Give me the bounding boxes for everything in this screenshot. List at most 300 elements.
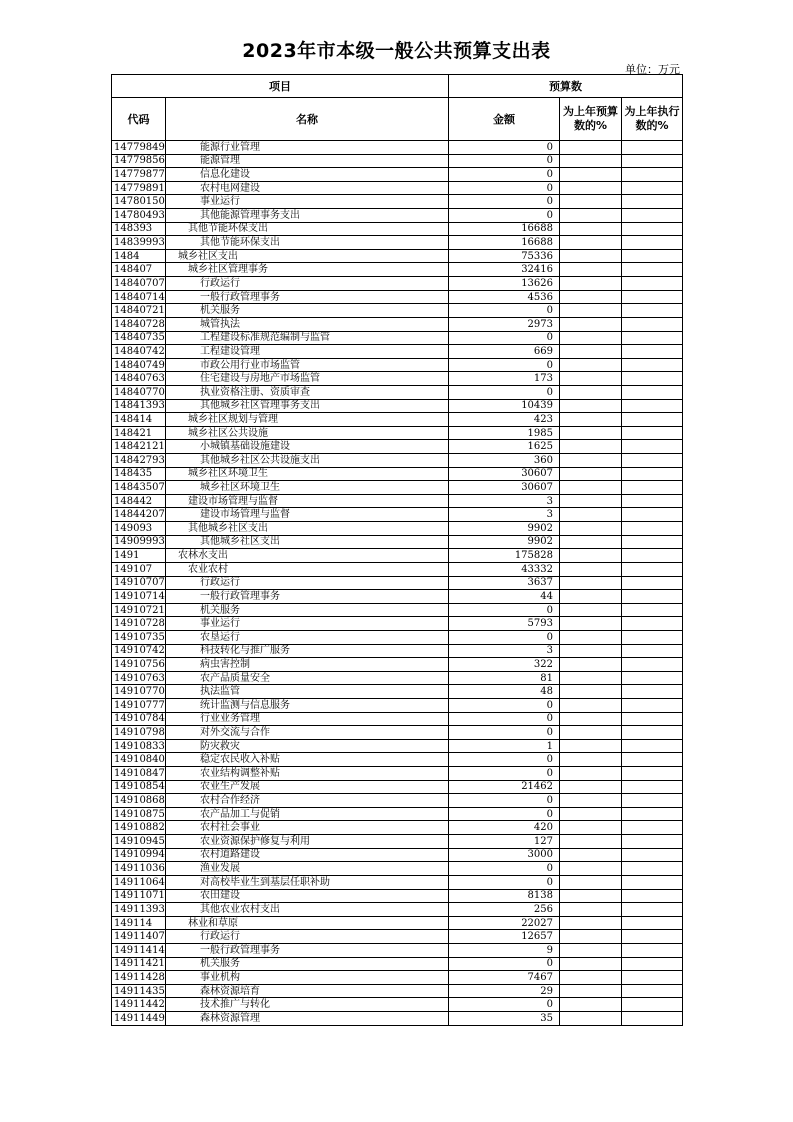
row-name: 其他城乡社区管理事务支出 bbox=[166, 399, 449, 413]
row-vs-last-budget bbox=[560, 494, 622, 508]
table-row bbox=[112, 957, 683, 971]
row-amount: 0 bbox=[449, 168, 560, 182]
table-row bbox=[112, 249, 683, 263]
table-row bbox=[112, 617, 683, 631]
row-vs-last-actual bbox=[622, 603, 683, 617]
table-row bbox=[112, 780, 683, 794]
row-amount: 0 bbox=[449, 998, 560, 1012]
row-amount: 0 bbox=[449, 209, 560, 223]
header-vs-last-budget: 为上年预算数的% bbox=[560, 98, 622, 141]
row-code: 14910798 bbox=[112, 726, 166, 740]
row-vs-last-actual bbox=[622, 753, 683, 767]
row-vs-last-actual bbox=[622, 889, 683, 903]
row-code: 14841393 bbox=[112, 399, 166, 413]
row-name: 其他城乡社区公共设施支出 bbox=[166, 454, 449, 468]
row-vs-last-actual bbox=[622, 617, 683, 631]
table-row bbox=[112, 154, 683, 168]
row-vs-last-actual bbox=[622, 222, 683, 236]
row-name: 执法监管 bbox=[166, 685, 449, 699]
row-vs-last-actual bbox=[622, 562, 683, 576]
row-name: 事业运行 bbox=[166, 195, 449, 209]
row-amount: 173 bbox=[449, 372, 560, 386]
row-vs-last-budget bbox=[560, 916, 622, 930]
row-vs-last-actual bbox=[622, 780, 683, 794]
row-amount: 21462 bbox=[449, 780, 560, 794]
row-vs-last-actual bbox=[622, 277, 683, 291]
row-name: 农村社会事业 bbox=[166, 821, 449, 835]
row-vs-last-actual bbox=[622, 957, 683, 971]
row-vs-last-actual bbox=[622, 263, 683, 277]
row-code: 14910707 bbox=[112, 576, 166, 590]
row-vs-last-actual bbox=[622, 467, 683, 481]
table-row bbox=[112, 508, 683, 522]
row-vs-last-budget bbox=[560, 562, 622, 576]
row-vs-last-actual bbox=[622, 848, 683, 862]
row-name: 农垦运行 bbox=[166, 630, 449, 644]
row-code: 14840728 bbox=[112, 317, 166, 331]
row-vs-last-budget bbox=[560, 141, 622, 155]
row-vs-last-actual bbox=[622, 903, 683, 917]
row-vs-last-budget bbox=[560, 358, 622, 372]
row-vs-last-actual bbox=[622, 712, 683, 726]
row-code: 14840742 bbox=[112, 345, 166, 359]
row-amount: 32416 bbox=[449, 263, 560, 277]
row-amount: 35 bbox=[449, 1012, 560, 1026]
row-amount: 0 bbox=[449, 753, 560, 767]
row-vs-last-actual bbox=[622, 535, 683, 549]
row-code: 14911414 bbox=[112, 943, 166, 957]
row-name: 农产品质量安全 bbox=[166, 671, 449, 685]
row-vs-last-budget bbox=[560, 821, 622, 835]
table-row bbox=[112, 481, 683, 495]
row-amount: 1 bbox=[449, 739, 560, 753]
table-row bbox=[112, 943, 683, 957]
row-name: 市政公用行业市场监管 bbox=[166, 358, 449, 372]
table-row bbox=[112, 413, 683, 427]
table-row bbox=[112, 603, 683, 617]
row-code: 14910847 bbox=[112, 767, 166, 781]
row-code: 14911393 bbox=[112, 903, 166, 917]
row-vs-last-actual bbox=[622, 685, 683, 699]
row-vs-last-budget bbox=[560, 522, 622, 536]
row-name: 机关服务 bbox=[166, 603, 449, 617]
row-amount: 8138 bbox=[449, 889, 560, 903]
row-code: 14840735 bbox=[112, 331, 166, 345]
row-vs-last-budget bbox=[560, 331, 622, 345]
row-amount: 0 bbox=[449, 698, 560, 712]
page-title: 2023年市本级一般公共预算支出表 bbox=[242, 40, 551, 62]
row-vs-last-actual bbox=[622, 345, 683, 359]
row-code: 14910770 bbox=[112, 685, 166, 699]
row-name: 技术推广与转化 bbox=[166, 998, 449, 1012]
table-row bbox=[112, 263, 683, 277]
row-vs-last-actual bbox=[622, 249, 683, 263]
row-name: 事业机构 bbox=[166, 971, 449, 985]
row-vs-last-budget bbox=[560, 508, 622, 522]
row-amount: 48 bbox=[449, 685, 560, 699]
row-amount: 0 bbox=[449, 603, 560, 617]
row-vs-last-actual bbox=[622, 807, 683, 821]
row-vs-last-budget bbox=[560, 385, 622, 399]
row-vs-last-actual bbox=[622, 767, 683, 781]
table-row bbox=[112, 862, 683, 876]
row-name: 建设市场管理与监督 bbox=[166, 494, 449, 508]
row-vs-last-actual bbox=[622, 998, 683, 1012]
row-vs-last-actual bbox=[622, 739, 683, 753]
row-vs-last-actual bbox=[622, 549, 683, 563]
table-row bbox=[112, 426, 683, 440]
row-name: 行政运行 bbox=[166, 277, 449, 291]
row-amount: 0 bbox=[449, 385, 560, 399]
row-name: 农业生产发展 bbox=[166, 780, 449, 794]
table-row bbox=[112, 807, 683, 821]
row-name: 森林资源培育 bbox=[166, 984, 449, 998]
row-name: 农村电网建设 bbox=[166, 181, 449, 195]
row-amount: 43332 bbox=[449, 562, 560, 576]
header-code: 代码 bbox=[112, 98, 166, 141]
row-amount: 10439 bbox=[449, 399, 560, 413]
table-row bbox=[112, 168, 683, 182]
row-vs-last-budget bbox=[560, 875, 622, 889]
table-row bbox=[112, 304, 683, 318]
row-name: 城乡社区规划与管理 bbox=[166, 413, 449, 427]
row-code: 14910833 bbox=[112, 739, 166, 753]
row-name: 林业和草原 bbox=[166, 916, 449, 930]
table-row bbox=[112, 998, 683, 1012]
row-name: 其他农业农村支出 bbox=[166, 903, 449, 917]
table-row bbox=[112, 576, 683, 590]
table-row bbox=[112, 848, 683, 862]
row-vs-last-budget bbox=[560, 290, 622, 304]
table-row bbox=[112, 358, 683, 372]
row-vs-last-budget bbox=[560, 698, 622, 712]
row-vs-last-budget bbox=[560, 277, 622, 291]
row-name: 农田建设 bbox=[166, 889, 449, 903]
row-amount: 0 bbox=[449, 154, 560, 168]
row-vs-last-actual bbox=[622, 290, 683, 304]
row-vs-last-actual bbox=[622, 317, 683, 331]
row-name: 农业结构调整补贴 bbox=[166, 767, 449, 781]
row-amount: 2973 bbox=[449, 317, 560, 331]
row-amount: 0 bbox=[449, 304, 560, 318]
row-name: 稳定农民收入补贴 bbox=[166, 753, 449, 767]
row-vs-last-budget bbox=[560, 181, 622, 195]
table-row bbox=[112, 317, 683, 331]
row-code: 14840770 bbox=[112, 385, 166, 399]
table-row bbox=[112, 290, 683, 304]
row-name: 农村合作经济 bbox=[166, 794, 449, 808]
row-amount: 13626 bbox=[449, 277, 560, 291]
row-vs-last-budget bbox=[560, 862, 622, 876]
table-row bbox=[112, 440, 683, 454]
row-amount: 9902 bbox=[449, 522, 560, 536]
row-vs-last-actual bbox=[622, 426, 683, 440]
row-name: 建设市场管理与监督 bbox=[166, 508, 449, 522]
row-name: 其他节能环保支出 bbox=[166, 236, 449, 250]
row-vs-last-budget bbox=[560, 1012, 622, 1026]
row-vs-last-budget bbox=[560, 168, 622, 182]
table-row bbox=[112, 277, 683, 291]
row-vs-last-budget bbox=[560, 753, 622, 767]
row-vs-last-budget bbox=[560, 236, 622, 250]
row-amount: 30607 bbox=[449, 467, 560, 481]
row-amount: 29 bbox=[449, 984, 560, 998]
row-code: 14840721 bbox=[112, 304, 166, 318]
table-row bbox=[112, 399, 683, 413]
row-name: 行业业务管理 bbox=[166, 712, 449, 726]
row-name: 统计监测与信息服务 bbox=[166, 698, 449, 712]
row-amount: 7467 bbox=[449, 971, 560, 985]
table-row bbox=[112, 141, 683, 155]
row-vs-last-budget bbox=[560, 794, 622, 808]
row-code: 14843507 bbox=[112, 481, 166, 495]
table-row bbox=[112, 209, 683, 223]
row-amount: 75336 bbox=[449, 249, 560, 263]
row-amount: 0 bbox=[449, 807, 560, 821]
table-row bbox=[112, 767, 683, 781]
row-code: 14779877 bbox=[112, 168, 166, 182]
row-vs-last-budget bbox=[560, 590, 622, 604]
row-name: 农林水支出 bbox=[166, 549, 449, 563]
row-name: 工程建设管理 bbox=[166, 345, 449, 359]
table-row bbox=[112, 739, 683, 753]
row-vs-last-actual bbox=[622, 331, 683, 345]
row-vs-last-actual bbox=[622, 971, 683, 985]
row-name: 机关服务 bbox=[166, 304, 449, 318]
row-vs-last-actual bbox=[622, 508, 683, 522]
row-vs-last-budget bbox=[560, 481, 622, 495]
row-code: 14840763 bbox=[112, 372, 166, 386]
row-vs-last-budget bbox=[560, 576, 622, 590]
row-vs-last-budget bbox=[560, 454, 622, 468]
row-code: 149107 bbox=[112, 562, 166, 576]
row-name: 农产品加工与促销 bbox=[166, 807, 449, 821]
row-name: 其他城乡社区支出 bbox=[166, 535, 449, 549]
row-code: 148393 bbox=[112, 222, 166, 236]
row-amount: 420 bbox=[449, 821, 560, 835]
row-amount: 3 bbox=[449, 494, 560, 508]
row-name: 防灾救灾 bbox=[166, 739, 449, 753]
table-row bbox=[112, 903, 683, 917]
row-name: 能源管理 bbox=[166, 154, 449, 168]
row-code: 14839993 bbox=[112, 236, 166, 250]
table-row bbox=[112, 685, 683, 699]
row-code: 1484 bbox=[112, 249, 166, 263]
row-amount: 0 bbox=[449, 767, 560, 781]
row-vs-last-budget bbox=[560, 617, 622, 631]
table-row bbox=[112, 658, 683, 672]
table-row bbox=[112, 454, 683, 468]
row-name: 机关服务 bbox=[166, 957, 449, 971]
row-name: 信息化建设 bbox=[166, 168, 449, 182]
row-code: 14842121 bbox=[112, 440, 166, 454]
row-vs-last-budget bbox=[560, 440, 622, 454]
header-amount: 金额 bbox=[449, 98, 560, 141]
row-amount: 0 bbox=[449, 875, 560, 889]
table-row bbox=[112, 726, 683, 740]
row-vs-last-actual bbox=[622, 494, 683, 508]
row-code: 14779891 bbox=[112, 181, 166, 195]
row-vs-last-actual bbox=[622, 794, 683, 808]
row-amount: 0 bbox=[449, 331, 560, 345]
row-amount: 0 bbox=[449, 358, 560, 372]
row-vs-last-actual bbox=[622, 984, 683, 998]
row-name: 病虫害控制 bbox=[166, 658, 449, 672]
row-name: 住宅建设与房地产市场监管 bbox=[166, 372, 449, 386]
row-amount: 0 bbox=[449, 794, 560, 808]
row-vs-last-budget bbox=[560, 399, 622, 413]
row-code: 14779849 bbox=[112, 141, 166, 155]
row-vs-last-budget bbox=[560, 807, 622, 821]
row-code: 14910875 bbox=[112, 807, 166, 821]
row-vs-last-actual bbox=[622, 522, 683, 536]
row-amount: 16688 bbox=[449, 236, 560, 250]
table-row bbox=[112, 644, 683, 658]
table-row bbox=[112, 753, 683, 767]
row-vs-last-actual bbox=[622, 236, 683, 250]
row-name: 科技转化与推广服务 bbox=[166, 644, 449, 658]
row-vs-last-budget bbox=[560, 222, 622, 236]
row-vs-last-budget bbox=[560, 249, 622, 263]
row-vs-last-actual bbox=[622, 481, 683, 495]
row-vs-last-budget bbox=[560, 630, 622, 644]
row-vs-last-budget bbox=[560, 372, 622, 386]
row-amount: 22027 bbox=[449, 916, 560, 930]
row-code: 14844207 bbox=[112, 508, 166, 522]
row-code: 14910756 bbox=[112, 658, 166, 672]
row-vs-last-actual bbox=[622, 630, 683, 644]
row-vs-last-budget bbox=[560, 154, 622, 168]
row-vs-last-actual bbox=[622, 372, 683, 386]
row-code: 14911036 bbox=[112, 862, 166, 876]
row-name: 执业资格注册、资质审查 bbox=[166, 385, 449, 399]
row-name: 城乡社区公共设施 bbox=[166, 426, 449, 440]
row-vs-last-budget bbox=[560, 889, 622, 903]
row-vs-last-actual bbox=[622, 943, 683, 957]
row-code: 14910777 bbox=[112, 698, 166, 712]
row-name: 农业资源保护修复与利用 bbox=[166, 835, 449, 849]
row-name: 能源行业管理 bbox=[166, 141, 449, 155]
row-code: 14840749 bbox=[112, 358, 166, 372]
row-code: 148442 bbox=[112, 494, 166, 508]
row-code: 14910882 bbox=[112, 821, 166, 835]
row-vs-last-budget bbox=[560, 998, 622, 1012]
row-code: 14911064 bbox=[112, 875, 166, 889]
row-name: 工程建设标准规范编制与监管 bbox=[166, 331, 449, 345]
row-amount: 0 bbox=[449, 630, 560, 644]
row-vs-last-actual bbox=[622, 454, 683, 468]
row-name: 其他城乡社区支出 bbox=[166, 522, 449, 536]
row-vs-last-budget bbox=[560, 848, 622, 862]
row-vs-last-actual bbox=[622, 862, 683, 876]
row-name: 事业运行 bbox=[166, 617, 449, 631]
row-code: 14910868 bbox=[112, 794, 166, 808]
table-row bbox=[112, 1012, 683, 1026]
unit-label: 单位：万元 bbox=[625, 63, 680, 76]
row-name: 其他能源管理事务支出 bbox=[166, 209, 449, 223]
row-name: 小城镇基础设施建设 bbox=[166, 440, 449, 454]
row-vs-last-actual bbox=[622, 141, 683, 155]
table-row bbox=[112, 331, 683, 345]
row-vs-last-actual bbox=[622, 916, 683, 930]
table-row bbox=[112, 971, 683, 985]
row-vs-last-actual bbox=[622, 195, 683, 209]
table-row bbox=[112, 916, 683, 930]
row-vs-last-budget bbox=[560, 209, 622, 223]
row-vs-last-actual bbox=[622, 698, 683, 712]
row-vs-last-budget bbox=[560, 644, 622, 658]
row-code: 14910728 bbox=[112, 617, 166, 631]
table-row bbox=[112, 930, 683, 944]
row-vs-last-budget bbox=[560, 780, 622, 794]
row-vs-last-budget bbox=[560, 426, 622, 440]
row-vs-last-budget bbox=[560, 671, 622, 685]
row-name: 农村道路建设 bbox=[166, 848, 449, 862]
row-code: 14910840 bbox=[112, 753, 166, 767]
row-vs-last-budget bbox=[560, 903, 622, 917]
row-vs-last-actual bbox=[622, 209, 683, 223]
header-row-sub bbox=[112, 98, 683, 141]
row-vs-last-actual bbox=[622, 1012, 683, 1026]
row-vs-last-budget bbox=[560, 767, 622, 781]
row-amount: 3 bbox=[449, 508, 560, 522]
table-row bbox=[112, 984, 683, 998]
row-amount: 175828 bbox=[449, 549, 560, 563]
row-amount: 0 bbox=[449, 712, 560, 726]
row-vs-last-actual bbox=[622, 835, 683, 849]
header-vs-last-actual: 为上年执行数的% bbox=[622, 98, 683, 141]
table-row bbox=[112, 889, 683, 903]
table-body bbox=[112, 141, 683, 1026]
row-vs-last-actual bbox=[622, 671, 683, 685]
row-vs-last-actual bbox=[622, 930, 683, 944]
table-row bbox=[112, 698, 683, 712]
row-vs-last-budget bbox=[560, 263, 622, 277]
row-amount: 16688 bbox=[449, 222, 560, 236]
row-code: 14840714 bbox=[112, 290, 166, 304]
row-name: 行政运行 bbox=[166, 930, 449, 944]
header-name: 名称 bbox=[166, 98, 449, 141]
row-code: 14910721 bbox=[112, 603, 166, 617]
row-code: 14911449 bbox=[112, 1012, 166, 1026]
table-row bbox=[112, 590, 683, 604]
row-amount: 0 bbox=[449, 141, 560, 155]
row-amount: 423 bbox=[449, 413, 560, 427]
row-name: 行政运行 bbox=[166, 576, 449, 590]
row-vs-last-budget bbox=[560, 726, 622, 740]
row-vs-last-actual bbox=[622, 821, 683, 835]
row-vs-last-budget bbox=[560, 603, 622, 617]
row-vs-last-budget bbox=[560, 943, 622, 957]
row-code: 14910735 bbox=[112, 630, 166, 644]
row-vs-last-actual bbox=[622, 154, 683, 168]
row-amount: 9902 bbox=[449, 535, 560, 549]
row-amount: 9 bbox=[449, 943, 560, 957]
row-amount: 1985 bbox=[449, 426, 560, 440]
row-code: 14910763 bbox=[112, 671, 166, 685]
table-row bbox=[112, 222, 683, 236]
row-amount: 3 bbox=[449, 644, 560, 658]
row-vs-last-actual bbox=[622, 875, 683, 889]
row-code: 149093 bbox=[112, 522, 166, 536]
row-name: 渔业发展 bbox=[166, 862, 449, 876]
row-name: 城乡社区支出 bbox=[166, 249, 449, 263]
row-name: 森林资源管理 bbox=[166, 1012, 449, 1026]
row-vs-last-budget bbox=[560, 930, 622, 944]
row-code: 148407 bbox=[112, 263, 166, 277]
row-vs-last-budget bbox=[560, 685, 622, 699]
table-row bbox=[112, 875, 683, 889]
